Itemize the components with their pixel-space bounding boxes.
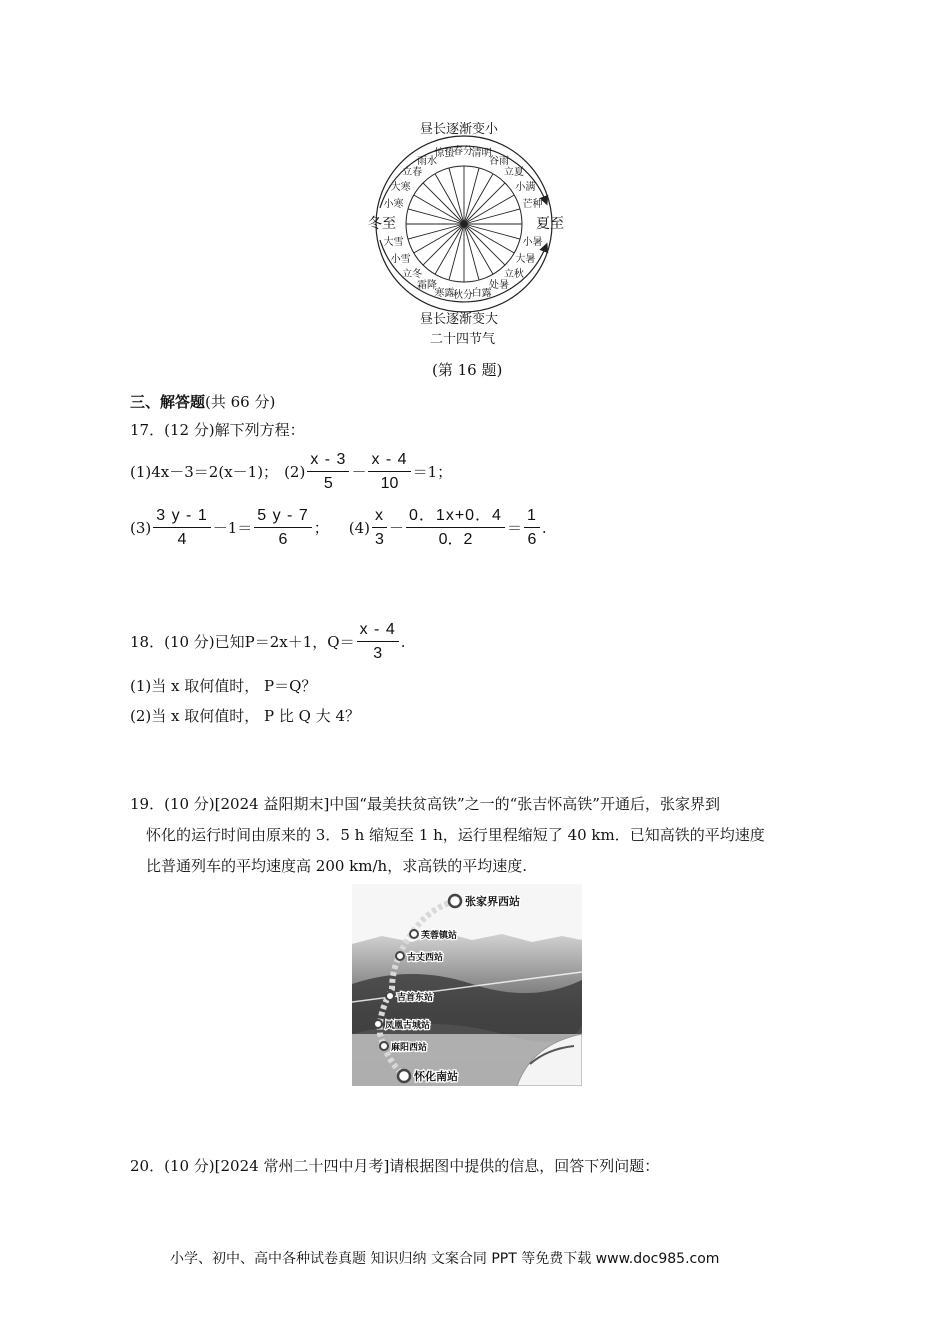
solar-term-label: 芒种	[522, 199, 543, 211]
wheel-spoke	[408, 209, 464, 224]
q17-p3-frac1: $\frac{3 y - 1}{4}$	[153, 506, 210, 549]
station-marker	[398, 1070, 410, 1082]
solar-term-label: 立春	[402, 167, 423, 179]
q17-p4-frac3: $\frac{1}{6}$	[524, 506, 540, 549]
q17-p1-eq: 4x－3＝2(x－1)；	[151, 463, 279, 481]
station-label: 怀化南站	[414, 1070, 458, 1083]
railway-map	[352, 884, 582, 1086]
station-marker	[396, 952, 404, 960]
q17-row-2	[130, 506, 547, 549]
station-marker	[374, 1020, 382, 1028]
section-points: (共 66 分)	[205, 393, 276, 411]
solar-term-label: 立夏	[503, 167, 524, 179]
fig-title: 二十四节气	[430, 332, 496, 347]
solar-term-label: 惊蛰	[434, 148, 455, 160]
q17-p2-rhs: ＝1；	[412, 463, 453, 481]
fig-bottom-label: 昼长逐渐变大	[420, 312, 499, 327]
q20-line-1: 20．(10 分)[2024 常州二十四中月考]请根据图中提供的信息，回答下列问题：	[130, 1157, 660, 1175]
solar-term-label: 立冬	[402, 268, 423, 280]
solar-term-label: 谷雨	[489, 155, 509, 167]
section-heading	[130, 392, 275, 412]
q18-stem-end: .	[400, 632, 406, 651]
station-label: 古丈西站	[407, 953, 444, 963]
q17-row-1	[130, 450, 452, 493]
solar-term-label: 小暑	[522, 236, 543, 248]
q17-p3-label: (3)	[130, 518, 152, 537]
page-footer: 小学、初中、高中各种试卷真题 知识归纳 文案合同 PPT 等免费下载 www.doc985.com	[170, 1251, 720, 1267]
q17-p4-frac2: $\frac{0.1x+0.4}{0.2}$	[406, 506, 505, 549]
station-marker	[449, 895, 461, 907]
q17-stem: 17．(12 分)解下列方程：	[130, 421, 305, 439]
q19-line-3: 比普通列车的平均速度高 200 km/h，求高铁的平均速度.	[146, 857, 527, 875]
figure-16	[360, 118, 580, 358]
q19-line-1: 19．(10 分)[2024 益阳期末]中国“最美扶贫高铁”之一的“张吉怀高铁”开通后，张家界到	[130, 795, 720, 813]
station-marker	[386, 992, 394, 1000]
solar-term-label: 小寒	[383, 199, 404, 211]
station-label: 麻阳西站	[391, 1043, 428, 1053]
q18-sub-1: (1)当 x 取何值时， P＝Q？	[130, 677, 317, 695]
q17-p2-frac2: $\frac{x - 4}{10}$	[368, 450, 410, 493]
solar-term-label: 寒露	[434, 287, 455, 299]
q17-p4-eq: ＝	[506, 519, 522, 537]
wheel-spoke	[464, 224, 520, 239]
q17-p2-minus: －	[351, 463, 367, 481]
q18-stem-pq: P＝2x＋1，Q＝	[244, 633, 355, 651]
section-title: 三、解答题	[130, 393, 206, 411]
solar-term-label: 白露	[471, 287, 492, 299]
station-label: 张家界西站	[465, 895, 520, 908]
solar-term-label: 秋分	[453, 290, 473, 301]
q18-frac: $\frac{x - 4}{3}$	[357, 620, 399, 663]
q17-p3-frac2: $\frac{5 y - 7}{6}$	[254, 506, 311, 549]
solar-term-label: 处暑	[489, 280, 509, 292]
railway-map-image	[352, 884, 582, 1086]
solar-term-label: 小满	[515, 182, 536, 193]
q17-p2-label: (2)	[284, 462, 306, 481]
wheel-spoke	[464, 209, 520, 224]
wheel-spoke	[464, 168, 479, 224]
wheel-spoke	[449, 224, 464, 280]
q18-stem	[130, 620, 406, 663]
q17-p1-label: (1)	[130, 462, 152, 481]
wheel-spoke	[464, 224, 479, 280]
wheel-spoke	[449, 168, 464, 224]
solar-term-label: 大暑	[515, 254, 536, 265]
wheel-spoke	[408, 224, 464, 239]
q18-sub-2: (2)当 x 取何值时， P 比 Q 大 4？	[130, 707, 361, 725]
q17-p4-minus: －	[389, 519, 405, 537]
fig-right-label: 夏至	[536, 216, 564, 232]
q17-p4-label: (4)	[348, 518, 370, 537]
q17-p4-frac1: $\frac{x}{3}$	[372, 506, 387, 549]
solar-term-label: 大寒	[390, 182, 411, 193]
q17-p3-mid: －1＝	[212, 519, 253, 537]
station-marker	[410, 930, 418, 938]
solar-term-label: 清明	[471, 148, 492, 160]
q17-p3-end: ；	[313, 519, 329, 537]
q17-p4-end: .	[541, 518, 547, 537]
fig-left-label: 冬至	[368, 216, 396, 232]
figure-16-caption: (第 16 题)	[432, 361, 503, 379]
solar-term-label: 立秋	[503, 268, 524, 280]
station-marker	[380, 1042, 388, 1050]
fig-top-label: 昼长逐渐变小	[420, 122, 499, 137]
station-label: 凤凰古城站	[385, 1021, 431, 1031]
solar-term-label: 小雪	[390, 254, 411, 265]
solar-term-label: 春分	[453, 146, 473, 157]
q19-line-2: 怀化的运行时间由原来的 3．5 h 缩短至 1 h，运行里程缩短了 40 km．已知高铁的平均速度	[146, 826, 765, 844]
solar-term-label: 大雪	[383, 236, 404, 248]
station-label: 芙蓉镇站	[421, 931, 458, 941]
station-label: 吉首东站	[397, 993, 434, 1003]
solar-term-label: 霜降	[417, 280, 437, 292]
q18-stem-pre: 18．(10 分)已知	[130, 633, 245, 651]
solar-term-label: 雨水	[417, 155, 437, 167]
q17-p2-frac1: $\frac{x - 3}{5}$	[307, 450, 349, 493]
